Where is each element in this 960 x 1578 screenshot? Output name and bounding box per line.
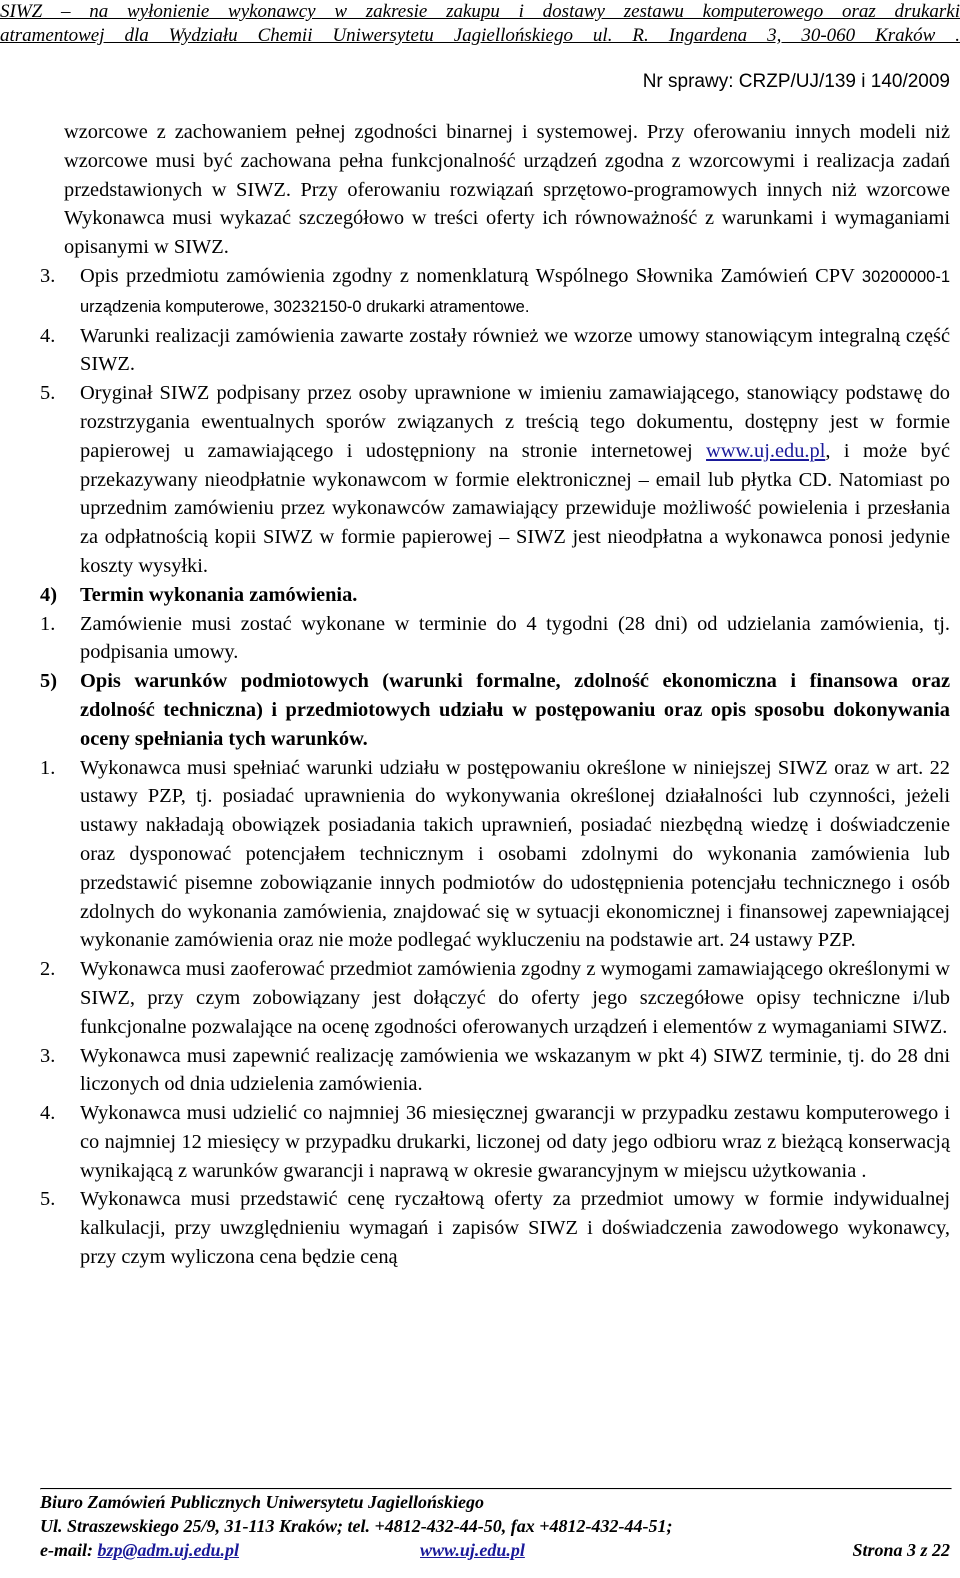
list-item: [40, 754, 950, 956]
list-item: [40, 262, 950, 322]
list-item: [40, 1042, 950, 1100]
cpv-codes: 30200000-1 urządzenia komputerowe, 30232150-0 drukarki atramentowe.: [80, 267, 950, 316]
list-item-number: 4.: [40, 1102, 56, 1125]
section-heading-5: [40, 667, 950, 753]
page-footer: [40, 1488, 950, 1562]
document-body: [40, 118, 950, 1272]
list-item-text: Wykonawca musi zaoferować przedmiot zamówienia zgodny z wymogami zamawiającego określonymi w SIWZ, przy czym zobowiązany jest dołączyć do oferty jego szczegółowe opisy techniczne i/lub funkcjonalne pozwalające na ocenę zgodności oferowanych urządzeń i elementów z wymaganiami SIWZ.: [80, 958, 950, 1038]
section-heading-4: [40, 581, 950, 610]
footer-contact-line: [40, 1538, 950, 1562]
list-item-number: 5.: [40, 1188, 56, 1211]
list-item-number: 5.: [40, 382, 56, 405]
list-item-text: Wykonawca musi przedstawić cenę ryczałtową oferty za przedmiot umowy w formie indywidualnej kalkulacji, przy uwzględnieniu wymagań i zapisów SIWZ i doświadczenia zawodowego wykonawcy, przy czym wyliczona cena będzie ceną: [80, 1188, 950, 1269]
list-item-text: Wykonawca musi udzielić co najmniej 36 miesięcznej gwarancji w przypadku zestawu komputerowego i co najmniej 12 miesięcy w przypadku drukarki, liczonej od daty jego odbioru wraz z bieżącą konserwacją wynikającą z warunków gwarancji i naprawą w okresie gwarancyjnym w miejscu użytkowania .: [80, 1102, 950, 1182]
list-item-number: 1.: [40, 612, 56, 635]
footer-org: Biuro Zamówień Publicznych Uniwersytetu Jagiellońskiego: [40, 1492, 485, 1512]
section-number: 4): [40, 583, 57, 606]
section-title: Termin wykonania zamówienia.: [80, 583, 358, 606]
footer-email-label: e-mail:: [40, 1540, 98, 1560]
list-item-text: Wykonawca musi spełniać warunki udziału w postępowaniu określone w niniejszej SIWZ oraz w art. 22 ustawy PZP, tj. posiadać uprawnienia do wykonywania określonej działalności lub czynności, jeżeli ustawy nakładają obowiązek posiadania takich uprawnień, posiadać niezbędną wiedzę i doświadczenie oraz dysponować potencjałem technicznym i osobami zdolnymi do wykonania zamówienia lub przedstawić pisemne zobowiązanie innych podmiotów do udostępnienia potencjału technicznego i osób zdolnych do wykonania zamówienia, znajdować się w sytuacji ekonomicznej i finansowej zapewniającej wykonanie zamówienia oraz nie może podlegać wykluczeniu na podstawie art. 24 ustawy PZP.: [80, 756, 950, 952]
footer-website-link[interactable]: www.uj.edu.pl: [420, 1540, 525, 1560]
list-item: [40, 610, 950, 668]
list-item-text: , i może być przekazywany nieodpłatnie wykonawcom w formie elektronicznej – email lub płytka CD. Natomiast po uprzednim zamówieniu przez wykonawców zamawiający przewiduje możliwość powielenia i przesłania za odpłatnością kopii SIWZ w formie papierowej – SIWZ jest nieodpłatna a wykonawca ponosi jedynie koszty wysyłki.: [80, 439, 950, 577]
list-item: [40, 379, 950, 581]
list-item: [40, 322, 950, 380]
list-item-text: Wykonawca musi zapewnić realizację zamówienia we wskazanym w pkt 4) SIWZ terminie, tj. do 28 dni liczonych od dnia udzielenia zamówienia.: [80, 1044, 950, 1096]
page-number: Strona 3 z 22: [852, 1540, 950, 1560]
case-number: Nr sprawy: CRZP/UJ/139 i 140/2009: [642, 71, 950, 92]
list-item-number: 3.: [40, 264, 56, 287]
footer-address: Ul. Straszewskiego 25/9, 31-113 Kraków; tel. +4812-432-44-50, fax +4812-432-44-51;: [40, 1516, 673, 1536]
list-item-number: 2.: [40, 958, 56, 981]
list-item: [40, 1099, 950, 1185]
list-item-number: 4.: [40, 324, 56, 347]
continuation-paragraph: wzorcowe z zachowaniem pełnej zgodności binarnej i systemowej. Przy oferowaniu innych modeli niż wzorcowe musi być zachowana pełna funkcjonalność urządzeń zgodna z wzorcowymi i realizacja zadań przedstawionych w SIWZ. Przy oferowaniu rozwiązań sprzętowo-programowych innych niż wzorcowe Wykonawca musi wykazać szczegółowo w treści oferty ich równoważność z warunkami i wymaganiami opisanymi w SIWZ.: [64, 121, 950, 259]
section-number: 5): [40, 670, 57, 693]
website-link[interactable]: www.uj.edu.pl: [706, 439, 826, 462]
header-line-1: SIWZ – na wyłonienie wykonawcy w zakresie zakupu i dostawy zestawu komputerowego oraz drukarki: [0, 1, 960, 22]
footer-email-link[interactable]: bzp@adm.uj.edu.pl: [97, 1540, 239, 1560]
list-item: [40, 955, 950, 1041]
section-title: Opis warunków podmiotowych (warunki formalne, zdolność ekonomiczna i finansowa oraz zdolność techniczna) i przedmiotowych udziału w postępowaniu oraz opis sposobu dokonywania oceny spełniania tych warunków.: [80, 670, 950, 750]
list-item-number: 1.: [40, 756, 56, 779]
header-line-2: atramentowej dla Wydziału Chemii Uniwersytetu Jagiellońskiego ul. R. Ingardena 3, 30-060 Kraków .: [0, 25, 960, 46]
list-item-text: Oryginał SIWZ podpisany przez osoby uprawnione w imieniu zamawiającego, stanowiący podstawę do rozstrzygania ewentualnych sporów związanych z treścią tego dokumentu, dostępny jest w formie papierowej u zamawiającego i udostępniony na stronie internetowej: [80, 382, 950, 462]
list-item-text: Zamówienie musi zostać wykonane w terminie do 4 tygodni (28 dni) od udzielania zamówienia, tj. podpisania umowy.: [80, 612, 950, 664]
list-item-number: 3.: [40, 1044, 56, 1067]
list-item-text: Opis przedmiotu zamówienia zgodny z nomenklaturą Wspólnego Słownika Zamówień CPV: [80, 264, 862, 287]
list-item: [40, 1185, 950, 1271]
list-item-text: Warunki realizacji zamówienia zawarte zostały również we wzorze umowy stanowiącym integralną część SIWZ.: [80, 324, 950, 376]
